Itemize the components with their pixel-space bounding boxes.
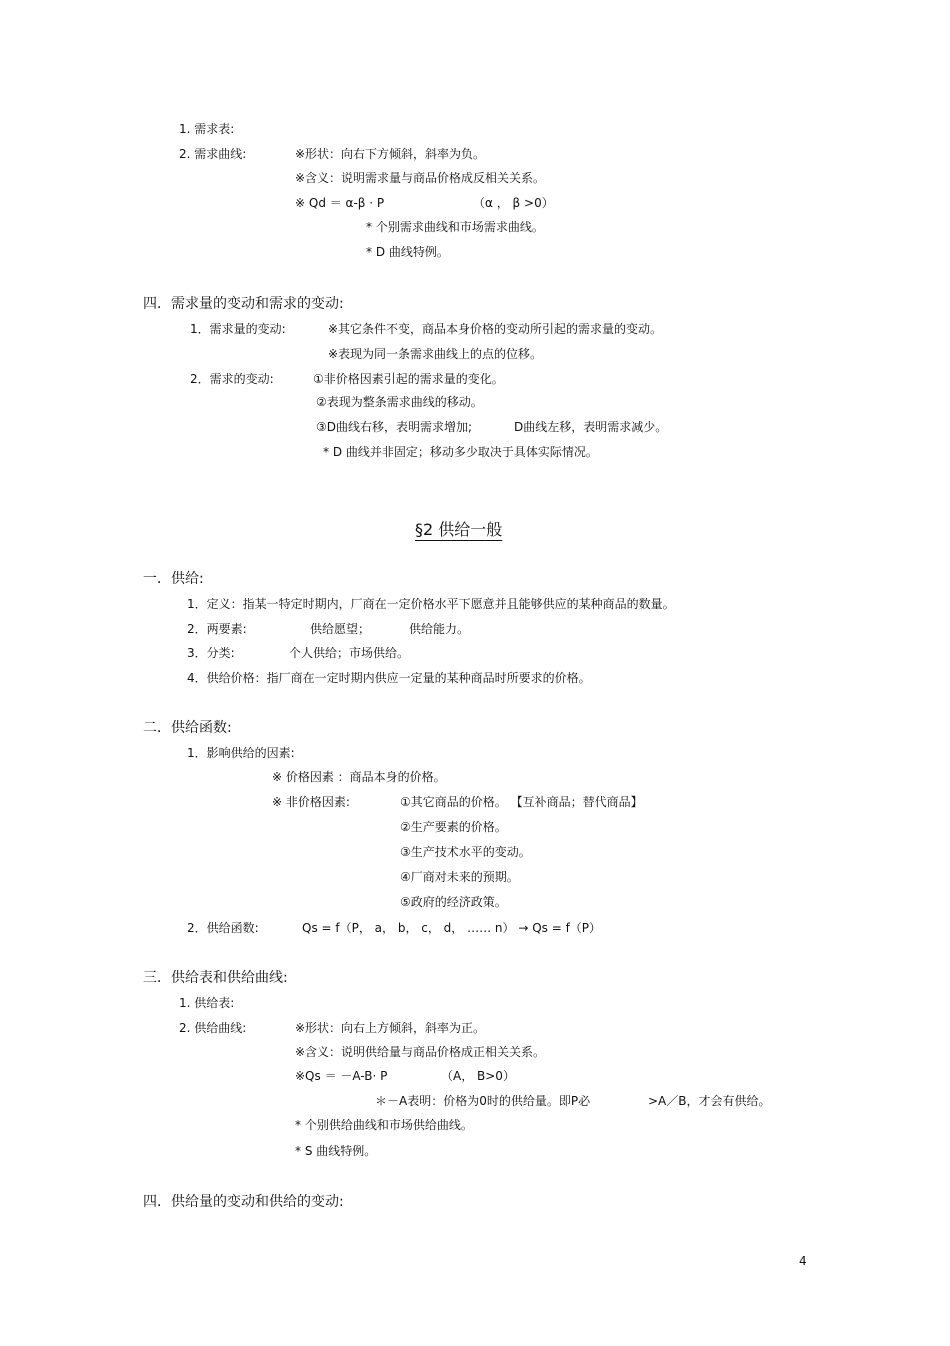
nonprice-factor-2: ②生产要素的价格。: [400, 820, 507, 834]
demand-formula-condition: （α ， β >0）: [473, 196, 554, 210]
supply-3-heading: 三．供给表和供给曲线:: [143, 970, 288, 986]
s4-item-2-line-3a: ③D曲线右移，表明需求增加;: [316, 420, 473, 434]
nonprice-factor-label: ※ 非价格因素:: [272, 795, 350, 809]
demand-formula: ※ Qd ＝ α-β · P: [295, 196, 385, 210]
s4-item-1-line-1: ※其它条件不变，商品本身价格的变动所引起的需求量的变动。: [328, 322, 663, 336]
page-number: 4: [799, 1254, 807, 1268]
supply-section-title: §2 供给一般: [415, 520, 503, 539]
supply-1-item-2-b: 供给能力。: [409, 622, 470, 636]
supply-3-item-2-label: 2. 供给曲线:: [179, 1021, 247, 1035]
s4-item-2-line-2: ②表现为整条需求曲线的移动。: [316, 395, 483, 409]
supply-note-2: * S 曲线特例。: [295, 1144, 377, 1158]
supply-function-formula: Qs = f（P， a， b， c， d， …… n） → Qs = f（P）: [302, 921, 602, 935]
supply-1-item-3-value: 个人供给；市场供给。: [289, 646, 410, 660]
demand-note-2: * D 曲线特例。: [366, 245, 449, 259]
supply-formula: ※Qs ＝ －A-B· P: [295, 1069, 388, 1083]
s4-item-2-line-4: * D 曲线并非固定；移动多少取决于具体实际情况。: [323, 445, 598, 459]
supply-function-label: 2．供给函数:: [187, 921, 259, 935]
nonprice-factor-5: ⑤政府的经济政策。: [400, 895, 507, 909]
nonprice-factor-4: ④厂商对未来的预期。: [400, 870, 519, 884]
supply-formula-condition: （A， B>0）: [441, 1069, 515, 1083]
nonprice-factor-1: ①其它商品的价格。 【互补商品；替代商品】: [400, 795, 643, 809]
s4-item-1-label: 1．需求量的变动:: [190, 322, 286, 336]
supply-note-b: >A／B，才会有供给。: [648, 1094, 771, 1108]
s4-item-1-line-2: ※表现为同一条需求曲线上的点的位移。: [328, 347, 543, 361]
demand-curve-shape: ※形状：向右下方倾斜，斜率为负。: [295, 147, 486, 161]
price-factor: ※ 价格因素 ：商品本身的价格。: [272, 770, 446, 784]
demand-note-1: * 个别需求曲线和市场需求曲线。: [366, 220, 544, 234]
supply-1-item-3-label: 3．分类:: [187, 646, 235, 660]
supply-note-a: ＊－A表明：价格为0时的供给量。即P必: [375, 1094, 591, 1108]
s4-item-2-line-3b: D曲线左移，表明需求减少。: [514, 420, 668, 434]
supply-curve-shape: ※形状：向右上方倾斜，斜率为正。: [295, 1021, 486, 1035]
demand-curve-meaning: ※含义：说明需求量与商品价格成反相关关系。: [295, 171, 546, 185]
supply-2-item-1: 1．影响供给的因素:: [187, 746, 295, 760]
supply-1-item-1: 1．定义：指某一特定时期内，厂商在一定价格水平下愿意并且能够供应的某种商品的数量。: [187, 597, 675, 611]
supply-4-heading: 四．供给量的变动和供给的变动:: [143, 1194, 344, 1210]
supply-1-heading: 一．供给:: [143, 571, 204, 587]
supply-3-item-1: 1. 供给表:: [179, 996, 235, 1010]
s4-item-2-label: 2．需求的变动:: [190, 372, 274, 386]
nonprice-factor-3: ③生产技术水平的变动。: [400, 845, 531, 859]
supply-1-item-4: 4．供给价格：指厂商在一定时期内供应一定量的某种商品时所要求的价格。: [187, 671, 591, 685]
section-4-heading: 四．需求量的变动和需求的变动:: [143, 296, 344, 312]
s4-item-2-line-1: ①非价格因素引起的需求量的变化。: [313, 372, 504, 386]
supply-1-item-2-label: 2．两要素:: [187, 622, 247, 636]
supply-1-item-2-a: 供给愿望；: [310, 622, 371, 636]
demand-item-1: 1. 需求表:: [179, 122, 235, 136]
supply-note-1: * 个别供给曲线和市场供给曲线。: [295, 1118, 473, 1132]
demand-item-2-label: 2. 需求曲线:: [179, 147, 247, 161]
supply-curve-meaning: ※含义：说明供给量与商品价格成正相关关系。: [295, 1045, 546, 1059]
supply-2-heading: 二．供给函数:: [143, 720, 232, 736]
